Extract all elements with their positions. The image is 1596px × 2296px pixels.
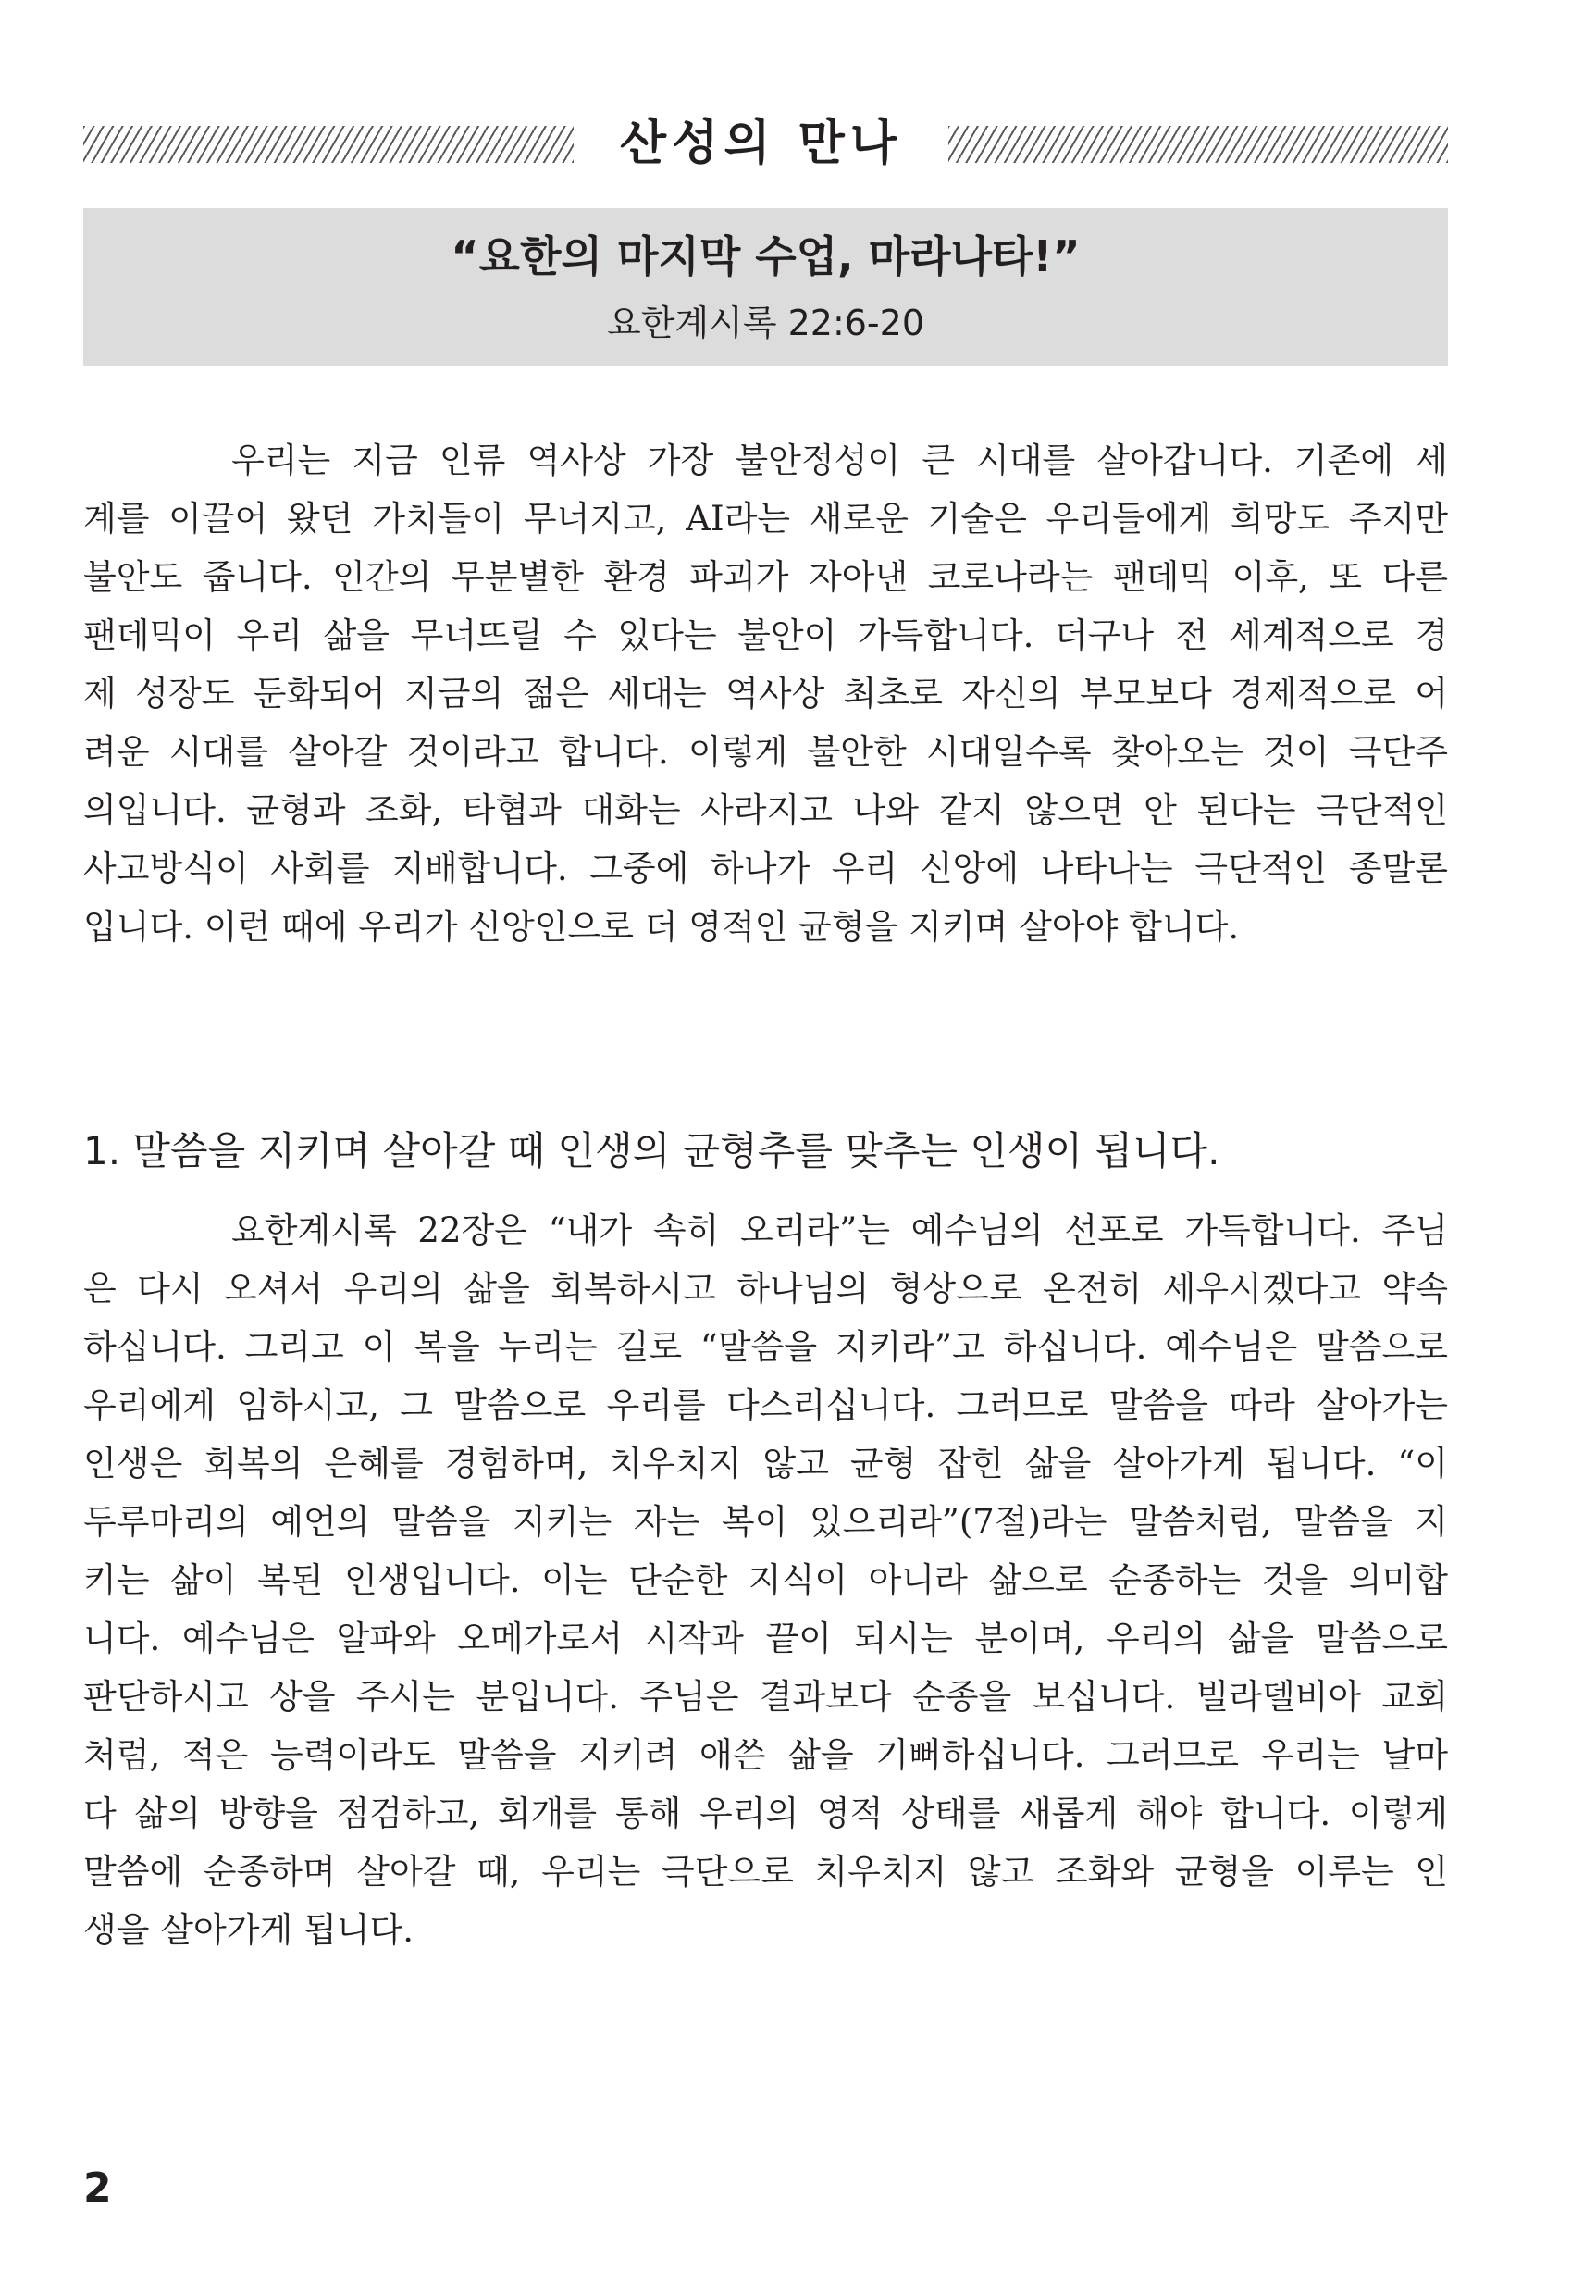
point-line: 처럼, 적은 능력이라도 말씀을 지키려 애쓴 삶을 기뻐하십니다. 그러므로 우리는 날마 <box>83 1735 1448 1775</box>
point-line: 요한계시록 22장은 “내가 속히 오리라”는 예수님의 선포로 가득합니다. 주님 <box>231 1210 1448 1250</box>
point-line: 키는 삶이 복된 인생입니다. 이는 단순한 지식이 아니라 삶으로 순종하는 것을 의미합 <box>83 1560 1448 1600</box>
scripture-reference: 요한계시록 22:6-20 <box>606 303 925 343</box>
point-line: 판단하시고 상을 주시는 분입니다. 주님은 결과보다 순종을 보십니다. 빌라델비아 교회 <box>83 1677 1448 1717</box>
section-title: 산성의 만나 <box>619 116 903 171</box>
intro-line: 입니다. 이런 때에 우리가 신앙인으로 더 영적인 균형을 지키며 살아야 합니다. <box>83 907 1240 947</box>
intro-line: 의입니다. 균형과 조화, 타협과 대화는 사라지고 나와 같지 않으면 안 된다는 극단적인 <box>83 790 1448 830</box>
point-line: 은 다시 오셔서 우리의 삶을 회복하시고 하나님의 형상으로 온전히 세우시겠다고 약속 <box>83 1269 1448 1309</box>
page-number: 2 <box>83 2165 112 2212</box>
point-line: 말씀에 순종하며 살아갈 때, 우리는 극단으로 치우치지 않고 조화와 균형을 이루는 인 <box>83 1852 1448 1892</box>
point-line: 두루마리의 예언의 말씀을 지키는 자는 복이 있으리라”(7절)라는 말씀처럼, 말씀을 지 <box>83 1502 1448 1542</box>
point-heading: 1. 말씀을 지키며 살아갈 때 인생의 균형추를 맞추는 인생이 됩니다. <box>83 1128 1220 1173</box>
intro-line: 계를 이끌어 왔던 가치들이 무너지고, AI라는 새로운 기술은 우리들에게 희망도 주지만 <box>83 499 1448 539</box>
sermon-title: “요한의 마지막 수업, 마라나타!” <box>451 231 1081 281</box>
intro-line: 제 성장도 둔화되어 지금의 젊은 세대는 역사상 최초로 자신의 부모보다 경제적으로 어 <box>83 674 1448 714</box>
section-header <box>83 109 1448 178</box>
hatch-decoration-left <box>83 126 574 163</box>
intro-paragraph <box>83 431 1448 956</box>
sermon-title-box <box>83 208 1448 366</box>
point-line: 인생은 회복의 은혜를 경험하며, 치우치지 않고 균형 잡힌 삶을 살아가게 됩니다. “이 <box>83 1444 1448 1483</box>
intro-line: 우리는 지금 인류 역사상 가장 불안정성이 큰 시대를 살아갑니다. 기존에 세 <box>231 441 1448 480</box>
intro-line: 사고방식이 사회를 지배합니다. 그중에 하나가 우리 신앙에 나타나는 극단적인 종말론 <box>83 849 1448 888</box>
point-line: 하십니다. 그리고 이 복을 누리는 길로 “말씀을 지키라”고 하십니다. 예수님은 말씀으로 <box>83 1327 1448 1367</box>
intro-line: 려운 시대를 살아갈 것이라고 합니다. 이렇게 불안한 시대일수록 찾아오는 것이 극단주 <box>83 732 1448 772</box>
point-line: 니다. 예수님은 알파와 오메가로서 시작과 끝이 되시는 분이며, 우리의 삶을 말씀으로 <box>83 1619 1448 1658</box>
intro-line: 불안도 줍니다. 인간의 무분별한 환경 파괴가 자아낸 코로나라는 팬데믹 이후, 또 다른 <box>83 557 1448 597</box>
point-line: 우리에게 임하시고, 그 말씀으로 우리를 다스리십니다. 그러므로 말씀을 따라 살아가는 <box>83 1385 1448 1425</box>
point-line: 생을 살아가게 됩니다. <box>83 1910 414 1950</box>
intro-line: 팬데믹이 우리 삶을 무너뜨릴 수 있다는 불안이 가득합니다. 더구나 전 세계적으로 경 <box>83 615 1448 655</box>
point-line: 다 삶의 방향을 점검하고, 회개를 통해 우리의 영적 상태를 새롭게 해야 합니다. 이렇게 <box>83 1793 1448 1833</box>
hatch-decoration-right <box>948 126 1448 163</box>
point-paragraph <box>83 1201 1448 1959</box>
